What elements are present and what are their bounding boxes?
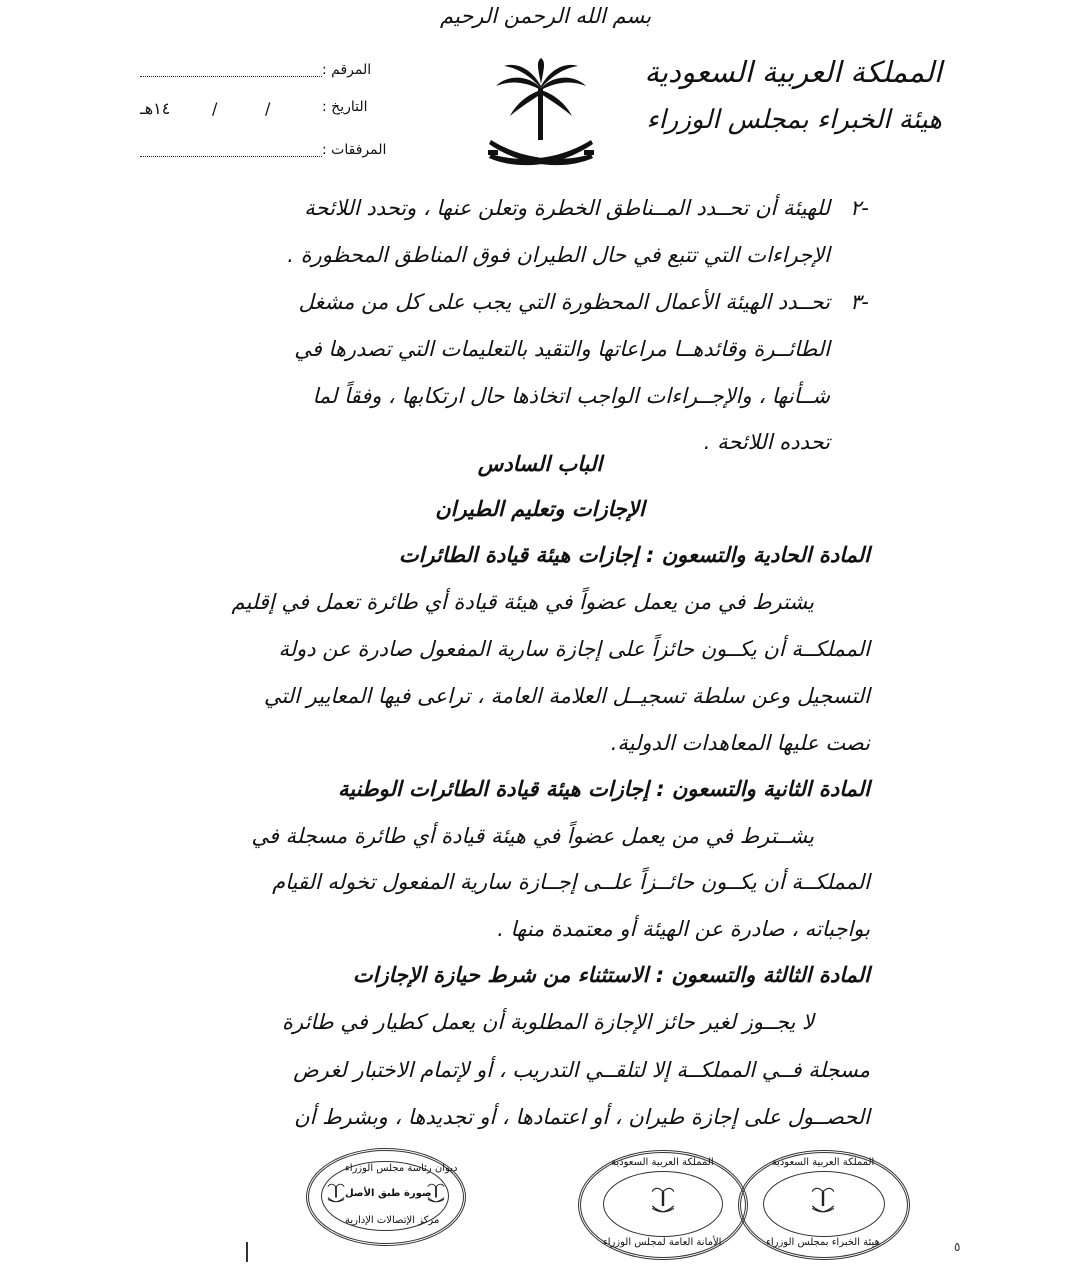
basmala: بسم الله الرحمن الرحيم: [440, 4, 652, 28]
reference-label: المرقم :: [322, 62, 372, 78]
stamp-middle: [578, 1150, 748, 1260]
stamp-right-top-text: المملكة العربية السعودية: [771, 1157, 875, 1168]
item-3-line-3: شــأنها ، والإجــراءات الواجب اتخاذها حال ارتكابها ، وفقاً لما: [312, 384, 830, 408]
date-slash-1: /: [265, 99, 271, 118]
stamp-left-emblem-icon: [327, 1181, 345, 1205]
item-3-line-4: تحدده اللائحة .: [703, 430, 830, 454]
item-3-line-2: الطائــرة وقائدهــا مراعاتها والتقيد بالتعليمات التي تصدرها في: [294, 337, 830, 361]
attachments-field-line: [140, 142, 322, 157]
item-2-line-1: للهيئة أن تحــدد المــناطق الخطرة وتعلن عنها ، وتحدد اللائحة: [304, 196, 830, 220]
item-2-number: ٢-: [850, 196, 869, 220]
stamp-right-bottom-text: هيئة الخبراء بمجلس الوزراء: [766, 1237, 880, 1248]
item-3-line-1: تحــدد الهيئة الأعمال المحظورة التي يجب على كل من مشغل: [298, 290, 830, 314]
date-label: التاريخ :: [322, 99, 368, 115]
article-92-heading: المادة الثانية والتسعون : إجازات هيئة قيادة الطائرات الوطنية: [338, 777, 870, 801]
item-3-number: ٣-: [850, 290, 869, 314]
article-91-line-1: يشترط في من يعمل عضواً في هيئة قيادة أي طائرة تعمل في إقليم: [231, 590, 814, 614]
article-93-line-2: مسجلة فــي المملكــة إلا لتلقــي التدريب ، أو لإتمام الاختبار لغرض: [293, 1058, 870, 1082]
stamp-left-emblem-right-icon: [427, 1181, 445, 1205]
stamp-middle-top-text: المملكة العربية السعودية: [611, 1157, 714, 1168]
palm-swords-emblem-icon: [486, 58, 596, 176]
article-91-line-4: نصت عليها المعاهدات الدولية.: [610, 731, 870, 755]
stamp-right: [738, 1150, 910, 1260]
article-91-line-2: المملكــة أن يكــون حائزاً على إجازة سارية المفعول صادرة عن دولة: [278, 637, 870, 661]
stamp-middle-emblem-icon: [651, 1183, 675, 1217]
kingdom-name: المملكة العربية السعودية: [644, 55, 942, 89]
article-93-heading: المادة الثالثة والتسعون : الاستثناء من شرط حيازة الإجازات: [352, 963, 870, 987]
reference-field-line: [140, 62, 322, 77]
page-mark: ٥: [954, 1240, 961, 1254]
stamp-left-center-text: صورة طبق الأصل: [345, 1188, 432, 1199]
article-93-line-3: الحصــول على إجازة طيران ، أو اعتمادها ، أو تجديدها ، وبشرط أن: [294, 1105, 870, 1129]
article-91-line-3: التسجيل وعن سلطة تسجيــل العلامة العامة ، تراعى فيها المعايير التي: [263, 684, 870, 708]
footer-margin-mark: [246, 1242, 248, 1262]
council-name: هيئة الخبراء بمجلس الوزراء: [646, 105, 942, 135]
stamp-right-emblem-icon: [811, 1183, 835, 1217]
item-2-line-2: الإجراءات التي تتبع في حال الطيران فوق المناطق المحظورة .: [287, 243, 830, 267]
date-slash-2: /: [212, 99, 218, 118]
stamp-left-top-text: ديوان رئاسة مجلس الوزراء: [345, 1163, 458, 1174]
article-93-line-1: لا يجــوز لغير حائز الإجازة المطلوبة أن يعمل كطيار في طائرة: [282, 1010, 814, 1034]
stamp-middle-bottom-text: الأمانة العامة لمجلس الوزراء: [603, 1237, 722, 1248]
article-92-line-3: بواجباته ، صادرة عن الهيئة أو معتمدة منها .: [497, 917, 870, 941]
article-92-line-2: المملكــة أن يكــون حائــزاً علــى إجــازة سارية المفعول تخوله القيام: [272, 870, 870, 894]
article-92-line-1: يشــترط في من يعمل عضواً في هيئة قيادة أي طائرة مسجلة في: [251, 824, 814, 848]
attachments-label: المرفقات :: [322, 142, 387, 158]
date-year-suffix: ١٤هـ: [140, 99, 171, 118]
chapter-title: الباب السادس: [477, 452, 603, 476]
article-91-heading: المادة الحادية والتسعون : إجازات هيئة قيادة الطائرات: [398, 543, 870, 567]
chapter-subtitle: الإجازات وتعليم الطيران: [435, 497, 645, 521]
stamp-left-bottom-text: مركز الإتصالات الإدارية: [345, 1215, 440, 1226]
stamp-left: [306, 1148, 466, 1246]
